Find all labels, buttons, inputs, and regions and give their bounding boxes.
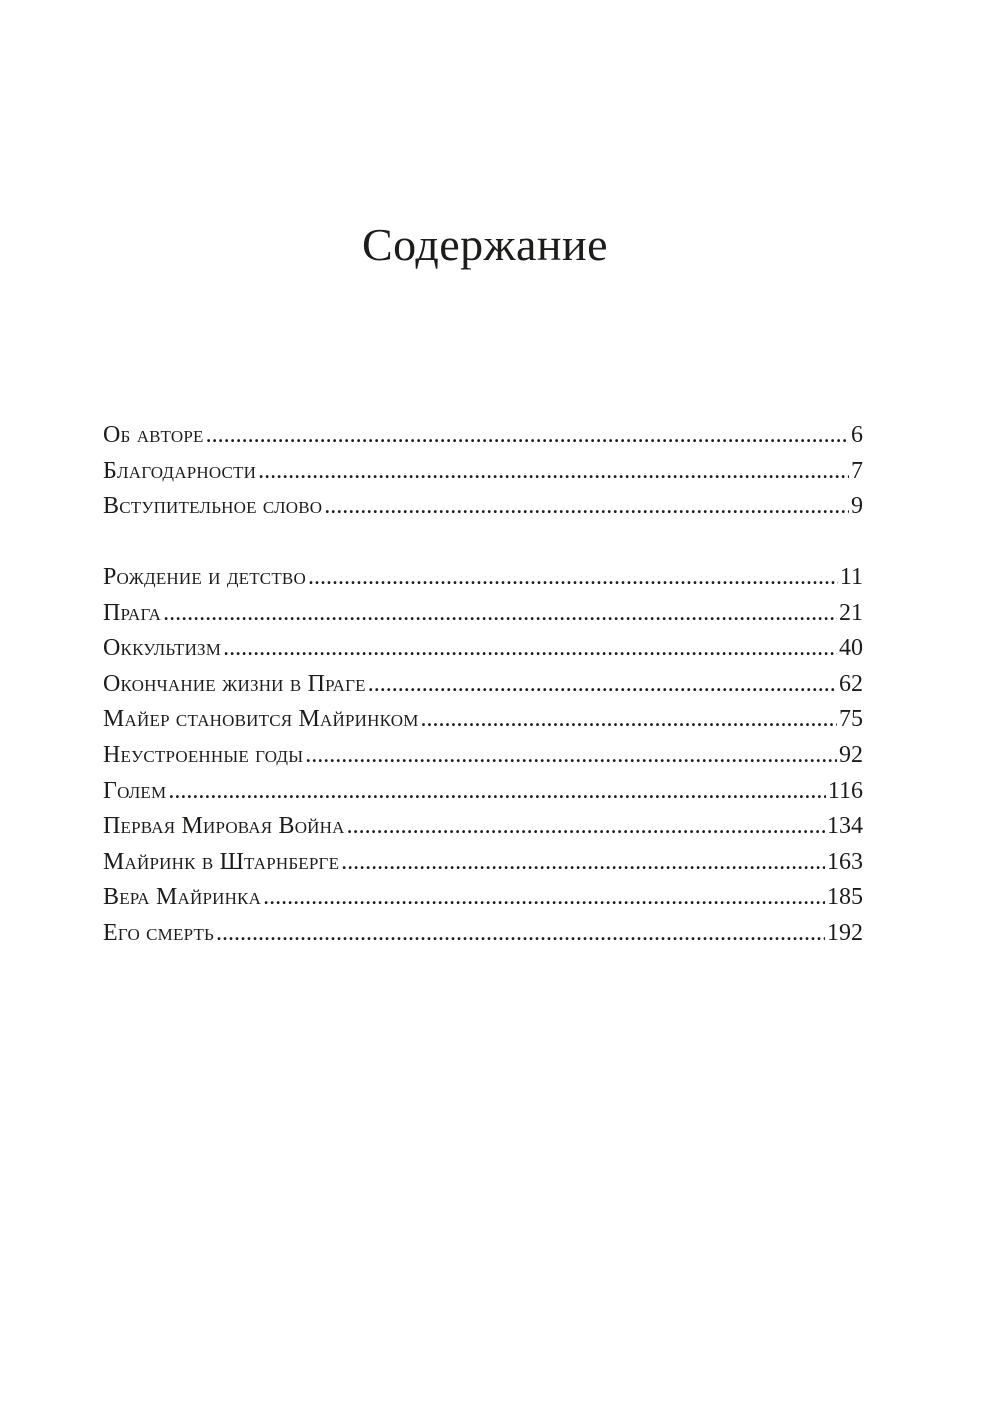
toc-entry-label: Майер становится Майринком	[103, 706, 419, 733]
toc-entry[interactable]	[103, 813, 863, 849]
toc-entry-page: 6	[851, 422, 863, 448]
dot-leader	[223, 635, 837, 662]
dot-leader	[305, 742, 837, 769]
toc-entry[interactable]	[103, 671, 863, 707]
toc-entry[interactable]	[103, 600, 863, 636]
toc-entry-page: 21	[839, 599, 863, 626]
toc-entry-label: Майринк в Штарнберге	[103, 848, 340, 875]
toc-entry[interactable]	[103, 706, 863, 742]
dot-leader	[168, 778, 826, 805]
toc-entry-page: 192	[827, 919, 863, 946]
toc-entry-page: 40	[839, 635, 863, 662]
toc-entry-label: Оккультизм	[103, 635, 222, 662]
toc-entry-label: Неустроенные годы	[103, 741, 304, 768]
toc-entry-label: Рождение и детство	[103, 564, 306, 590]
toc-entry-page: 9	[851, 493, 863, 520]
toc-entry[interactable]	[103, 778, 863, 814]
toc-entry-page: 116	[827, 777, 863, 804]
toc-entry-label: Благодарности	[103, 457, 257, 484]
dot-leader	[263, 884, 825, 911]
toc-entry[interactable]	[103, 493, 863, 529]
dot-leader	[421, 706, 837, 733]
toc-entry-label: Первая Мировая Война	[103, 813, 345, 840]
toc-entry-page: 134	[827, 813, 863, 840]
toc-entry-page: 92	[839, 741, 863, 768]
toc-entry-page: 7	[851, 457, 863, 484]
toc-entry-page: 62	[839, 670, 863, 697]
toc-entry[interactable]	[103, 849, 863, 885]
toc-front-matter	[103, 422, 863, 529]
toc-entry-label: Об авторе	[103, 422, 204, 448]
dot-leader	[206, 422, 849, 449]
toc-entry[interactable]	[103, 884, 863, 920]
toc-entry[interactable]	[103, 458, 863, 494]
dot-leader	[216, 920, 825, 947]
dot-leader	[163, 600, 837, 627]
page-title: Содержание	[361, 219, 609, 270]
toc-entry-page: 11	[839, 564, 863, 590]
toc-entry[interactable]	[103, 920, 863, 956]
toc-entry-page: 163	[827, 848, 863, 875]
toc-entry[interactable]	[103, 742, 863, 778]
toc-chapters	[103, 564, 863, 956]
toc-entry-label: Окончание жизни в Праге	[103, 670, 366, 697]
dot-leader	[341, 849, 825, 876]
dot-leader	[368, 671, 837, 698]
toc-entry-page: 75	[839, 706, 863, 733]
toc-entry-label: Прага	[103, 599, 162, 626]
dot-leader	[347, 813, 825, 840]
toc-entry-label: Вера Майринка	[103, 884, 262, 911]
dot-leader	[324, 493, 849, 520]
dot-leader	[308, 564, 838, 591]
dot-leader	[258, 458, 849, 485]
toc-entry[interactable]	[103, 564, 863, 600]
toc-entry-label: Голем	[103, 777, 167, 804]
toc-entry[interactable]	[103, 635, 863, 671]
toc-entry[interactable]	[103, 422, 863, 458]
toc-entry-page: 185	[827, 884, 863, 911]
toc-entry-label: Вступительное слово	[103, 493, 323, 520]
toc-entry-label: Его смерть	[103, 919, 214, 946]
